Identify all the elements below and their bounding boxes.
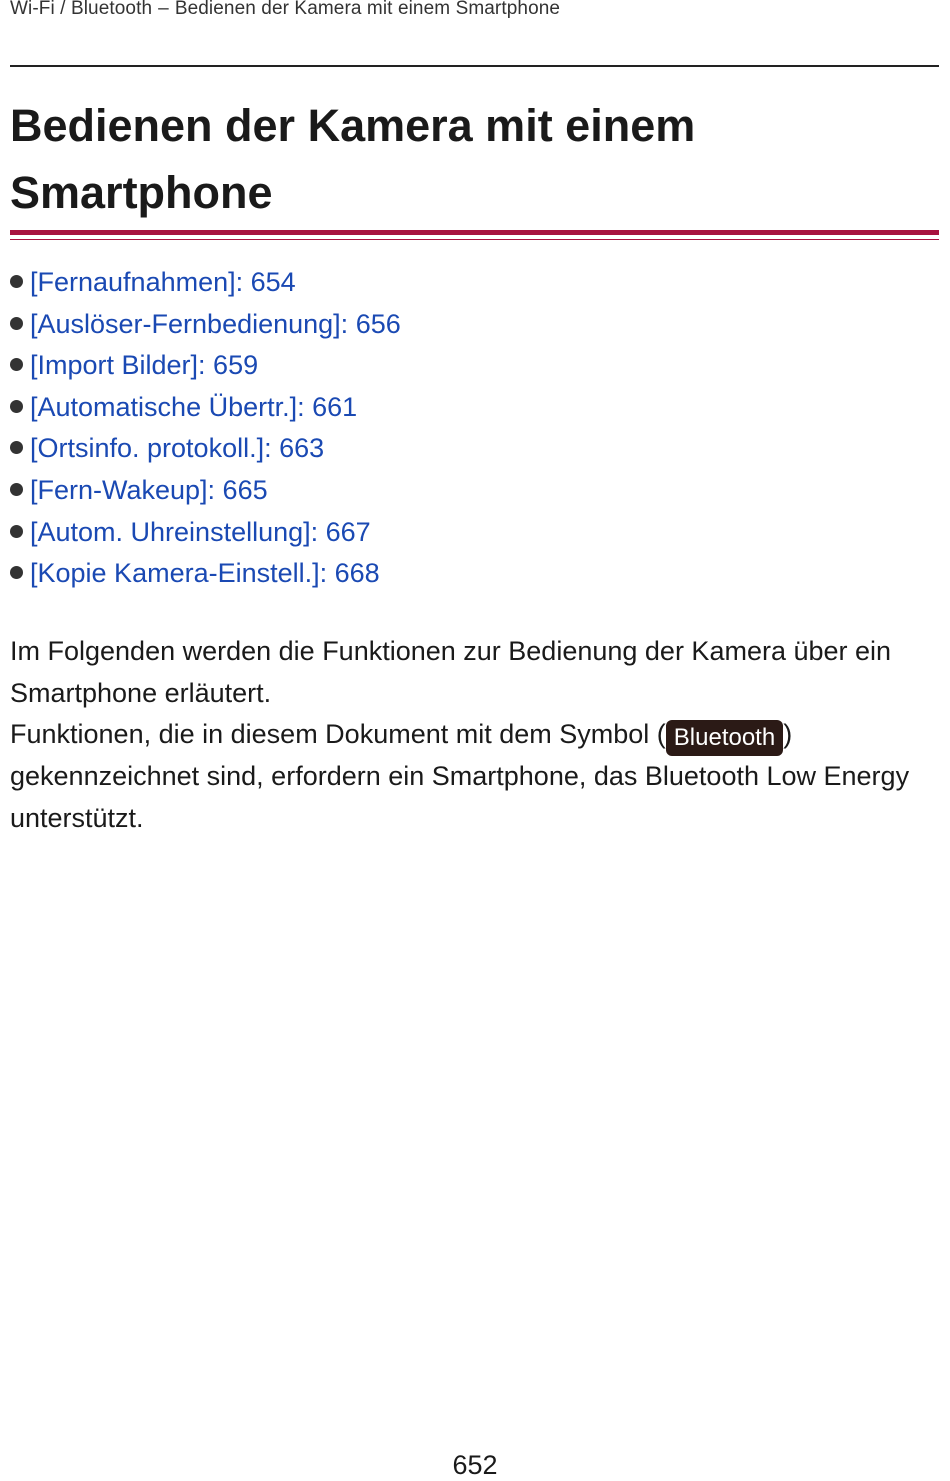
title-underline-thick <box>10 230 939 235</box>
link-autom-uhreinstellung[interactable]: [Autom. Uhreinstellung]: 667 <box>30 516 371 547</box>
bullet-icon <box>10 483 23 496</box>
breadcrumb-section: Wi-Fi / Bluetooth <box>10 0 153 19</box>
breadcrumb <box>10 0 560 20</box>
link-automatische-uebertr[interactable]: [Automatische Übertr.]: 661 <box>30 391 358 422</box>
breadcrumb-separator: – <box>158 0 169 19</box>
intro-text <box>10 631 945 839</box>
link-ortsinfo-protokoll[interactable]: [Ortsinfo. protokoll.]: 663 <box>30 433 325 464</box>
breadcrumb-chapter: Bedienen der Kamera mit einem Smartphone <box>174 0 561 19</box>
intro-paragraph-1: Im Folgenden werden die Funktionen zur Bedienung der Kamera über ein Smartphone erläutert. <box>10 636 892 708</box>
page-number: 652 <box>452 1450 498 1480</box>
bullet-icon <box>10 525 23 538</box>
list-item <box>10 470 401 512</box>
list-item <box>10 345 401 387</box>
bullet-icon <box>10 566 23 579</box>
intro-paragraph-2 <box>10 714 945 839</box>
list-item <box>10 553 401 595</box>
bluetooth-badge: Bluetooth <box>666 720 783 756</box>
bullet-icon <box>10 400 23 413</box>
list-item <box>10 428 401 470</box>
intro-paragraph-2-start: Funktionen, die in diesem Dokument mit dem Symbol ( <box>10 719 666 750</box>
list-item <box>10 387 401 429</box>
bullet-icon <box>10 275 23 288</box>
link-ausloeser-fernbedienung[interactable]: [Auslöser-Fernbedienung]: 656 <box>30 308 401 339</box>
list-item <box>10 304 401 346</box>
bullet-icon <box>10 441 23 454</box>
title-underline-thin <box>10 239 939 240</box>
page-title: Bedienen der Kamera mit einem Smartphone <box>10 100 696 218</box>
intro-paragraph-2-end: ) gekennzeichnet sind, erfordern ein Smartphone, das Bluetooth Low Energy unterstützt. <box>10 719 910 833</box>
bullet-icon <box>10 358 23 371</box>
list-item <box>10 262 401 304</box>
link-fern-wakeup[interactable]: [Fern-Wakeup]: 665 <box>30 474 268 505</box>
link-fernaufnahmen[interactable]: [Fernaufnahmen]: 654 <box>30 267 296 297</box>
function-link-list <box>10 262 401 595</box>
link-kopie-kamera-einstell[interactable]: [Kopie Kamera-Einstell.]: 668 <box>30 558 380 589</box>
list-item <box>10 512 401 554</box>
link-import-bilder[interactable]: [Import Bilder]: 659 <box>30 350 259 381</box>
bullet-icon <box>10 317 23 330</box>
header-divider <box>10 65 939 67</box>
